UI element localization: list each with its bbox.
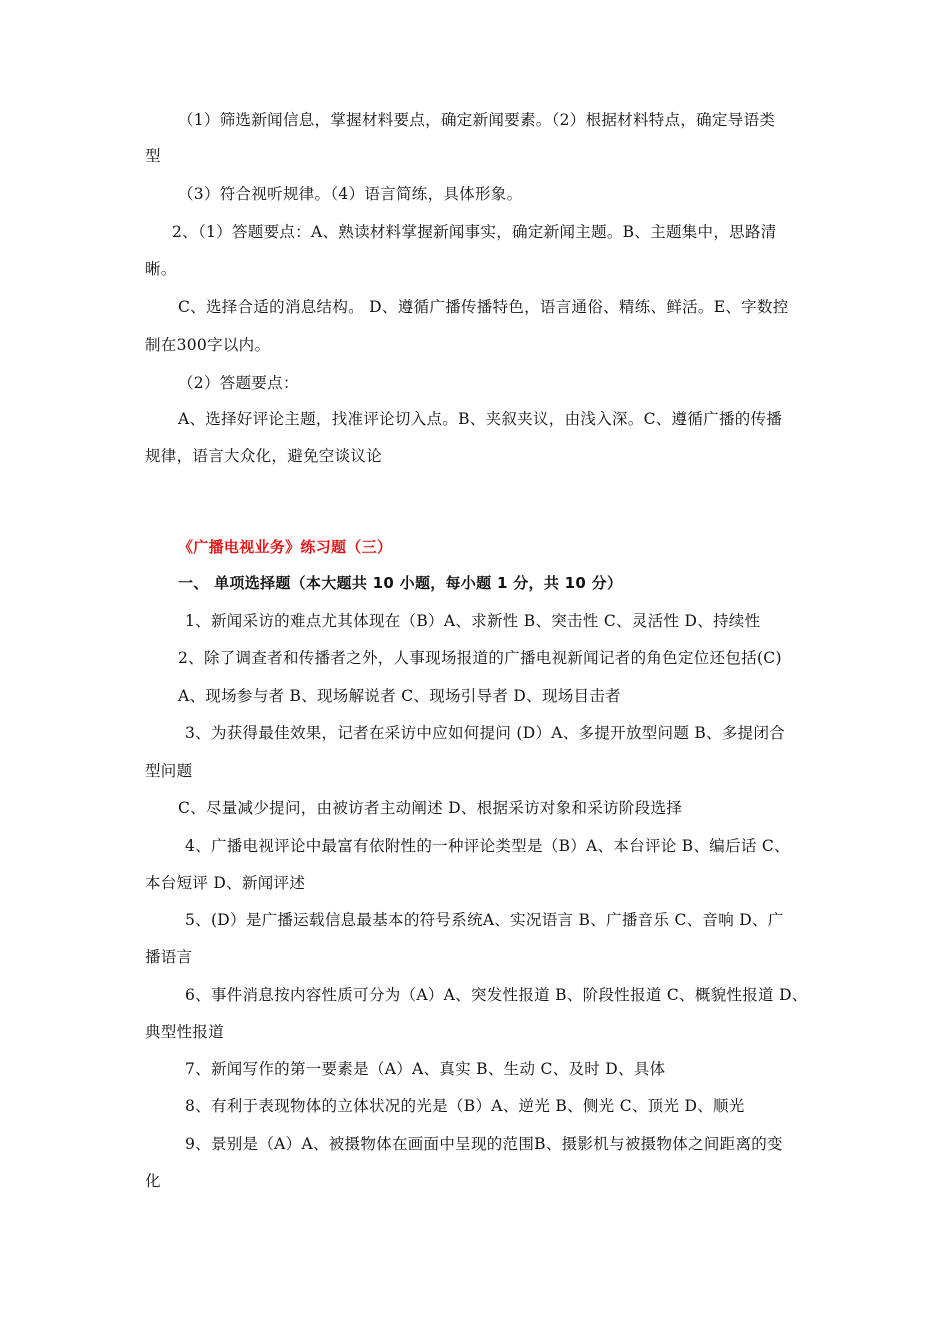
- question-3-line-2: 型问题: [145, 762, 193, 780]
- question-4-line-1: 4、广播电视评论中最富有依附性的一种评论类型是（B）A、本台评论 B、编后话 C、: [185, 837, 790, 855]
- question-3-line-1: 3、为获得最佳效果，记者在采访中应如何提问 (D）A、多提开放型问题 B、多提闭合: [185, 724, 786, 742]
- question-9-line-1: 9、景别是（A）A、被摄物体在画面中呈现的范围B、摄影机与被摄物体之间距离的变: [185, 1135, 783, 1153]
- answer-line-1: （1）筛选新闻信息，掌握材料要点，确定新闻要素。（2）根据材料特点，确定导语类: [178, 111, 776, 129]
- question-2-line-2: A、现场参与者 B、现场解说者 C、现场引导者 D、现场目击者: [178, 687, 621, 705]
- question-6-line-2: 典型性报道: [145, 1023, 225, 1041]
- answer-line-7: 制在300字以内。: [145, 336, 271, 354]
- answer-line-8: （2）答题要点：: [178, 374, 299, 392]
- answer-line-4: 2、（1）答题要点：A、熟读材料掌握新闻事实，确定新闻主题。B、主题集中，思路清: [172, 223, 777, 241]
- question-5-line-2: 播语言: [145, 948, 193, 966]
- answer-line-3: （3）符合视听规律。（4）语言简练，具体形象。: [178, 185, 523, 203]
- exercise-title: 《广播电视业务》练习题（三）: [178, 538, 393, 556]
- answer-line-2: 型: [145, 147, 161, 165]
- question-1: 1、新闻采访的难点尤其体现在（B）A、求新性 B、突击性 C、灵活性 D、持续性: [185, 612, 761, 630]
- answer-line-6: C、选择合适的消息结构。 D、遵循广播传播特色，语言通俗、精练、鲜活。E、字数控: [178, 298, 789, 316]
- answer-line-5: 晰。: [145, 260, 177, 278]
- answer-line-9: A、选择好评论主题，找准评论切入点。B、夹叙夹议，由浅入深。C、遵循广播的传播: [178, 410, 783, 428]
- question-8: 8、有利于表现物体的立体状况的光是（B）A、逆光 B、侧光 C、顶光 D、顺光: [185, 1097, 745, 1115]
- question-2-line-1: 2、除了调查者和传播者之外，人事现场报道的广播电视新闻记者的角色定位还包括(C): [178, 649, 782, 667]
- section-heading: 一、 单项选择题（本大题共 10 小题，每小题 1 分，共 10 分）: [178, 574, 623, 592]
- answer-line-10: 规律，语言大众化，避免空谈议论: [145, 447, 383, 465]
- question-4-line-2: 本台短评 D、新闻评述: [145, 874, 306, 892]
- question-9-line-2: 化: [145, 1172, 161, 1190]
- question-7: 7、新闻写作的第一要素是（A）A、真实 B、生动 C、及时 D、具体: [185, 1060, 666, 1078]
- question-6-line-1: 6、事件消息按内容性质可分为（A）A、突发性报道 B、阶段性报道 C、概貌性报道 D、: [185, 986, 808, 1004]
- question-3-line-3: C、尽量减少提问，由被访者主动阐述 D、根据采访对象和采访阶段选择: [178, 799, 683, 817]
- question-5-line-1: 5、(D）是广播运载信息最基本的符号系统A、实况语言 B、广播音乐 C、音响 D、广: [185, 911, 784, 929]
